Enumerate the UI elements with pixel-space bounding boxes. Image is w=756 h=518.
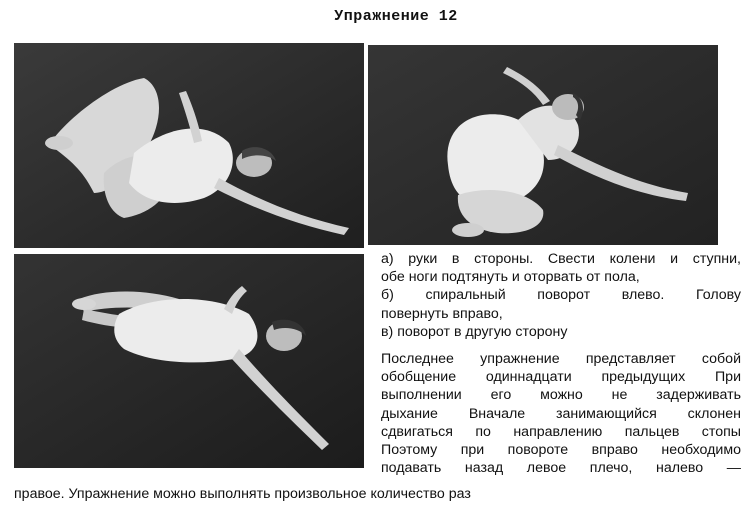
exercise-photo-c — [14, 254, 364, 468]
caption-b-line-1: б) спиральный поворот влево. Голову — [381, 287, 741, 304]
exercise-figure-a-illustration — [14, 43, 364, 248]
exercise-photo-a — [14, 43, 364, 248]
exercise-figure-c-illustration — [14, 254, 364, 468]
page-title: Упражнение 12 — [334, 8, 458, 25]
caption-b-line-2: повернуть вправо, — [381, 305, 503, 322]
description-line: Последнее упражнение представляет собой — [381, 351, 741, 367]
exercise-photo-b — [368, 45, 718, 245]
exercise-figure-b-illustration — [368, 45, 718, 245]
caption-c-line-1: в) поворот в другую сторону — [381, 323, 568, 340]
caption-a-line-1: а) руки в стороны. Свести колени и ступни, — [381, 251, 741, 267]
description-last-line: правое. Упражнение можно выполнять произвольное количество раз — [14, 486, 471, 502]
exercise-description — [381, 350, 741, 477]
description-line: подавать назад левое плечо, налево — — [381, 460, 741, 477]
description-line: сдвигаться по направлению пальцев стопы — [381, 423, 741, 440]
exercise-caption — [381, 250, 741, 341]
description-line: обобщение одиннадцати предыдущих При — [381, 369, 741, 386]
description-line: Поэтому при повороте вправо необходимо — [381, 442, 741, 459]
description-line: выполнении его можно не задерживать — [381, 387, 741, 404]
caption-a-line-2: обе ноги подтянуть и оторвать от пола, — [381, 269, 640, 286]
description-line: дыхание Вначале занимающийся склонен — [381, 405, 741, 422]
